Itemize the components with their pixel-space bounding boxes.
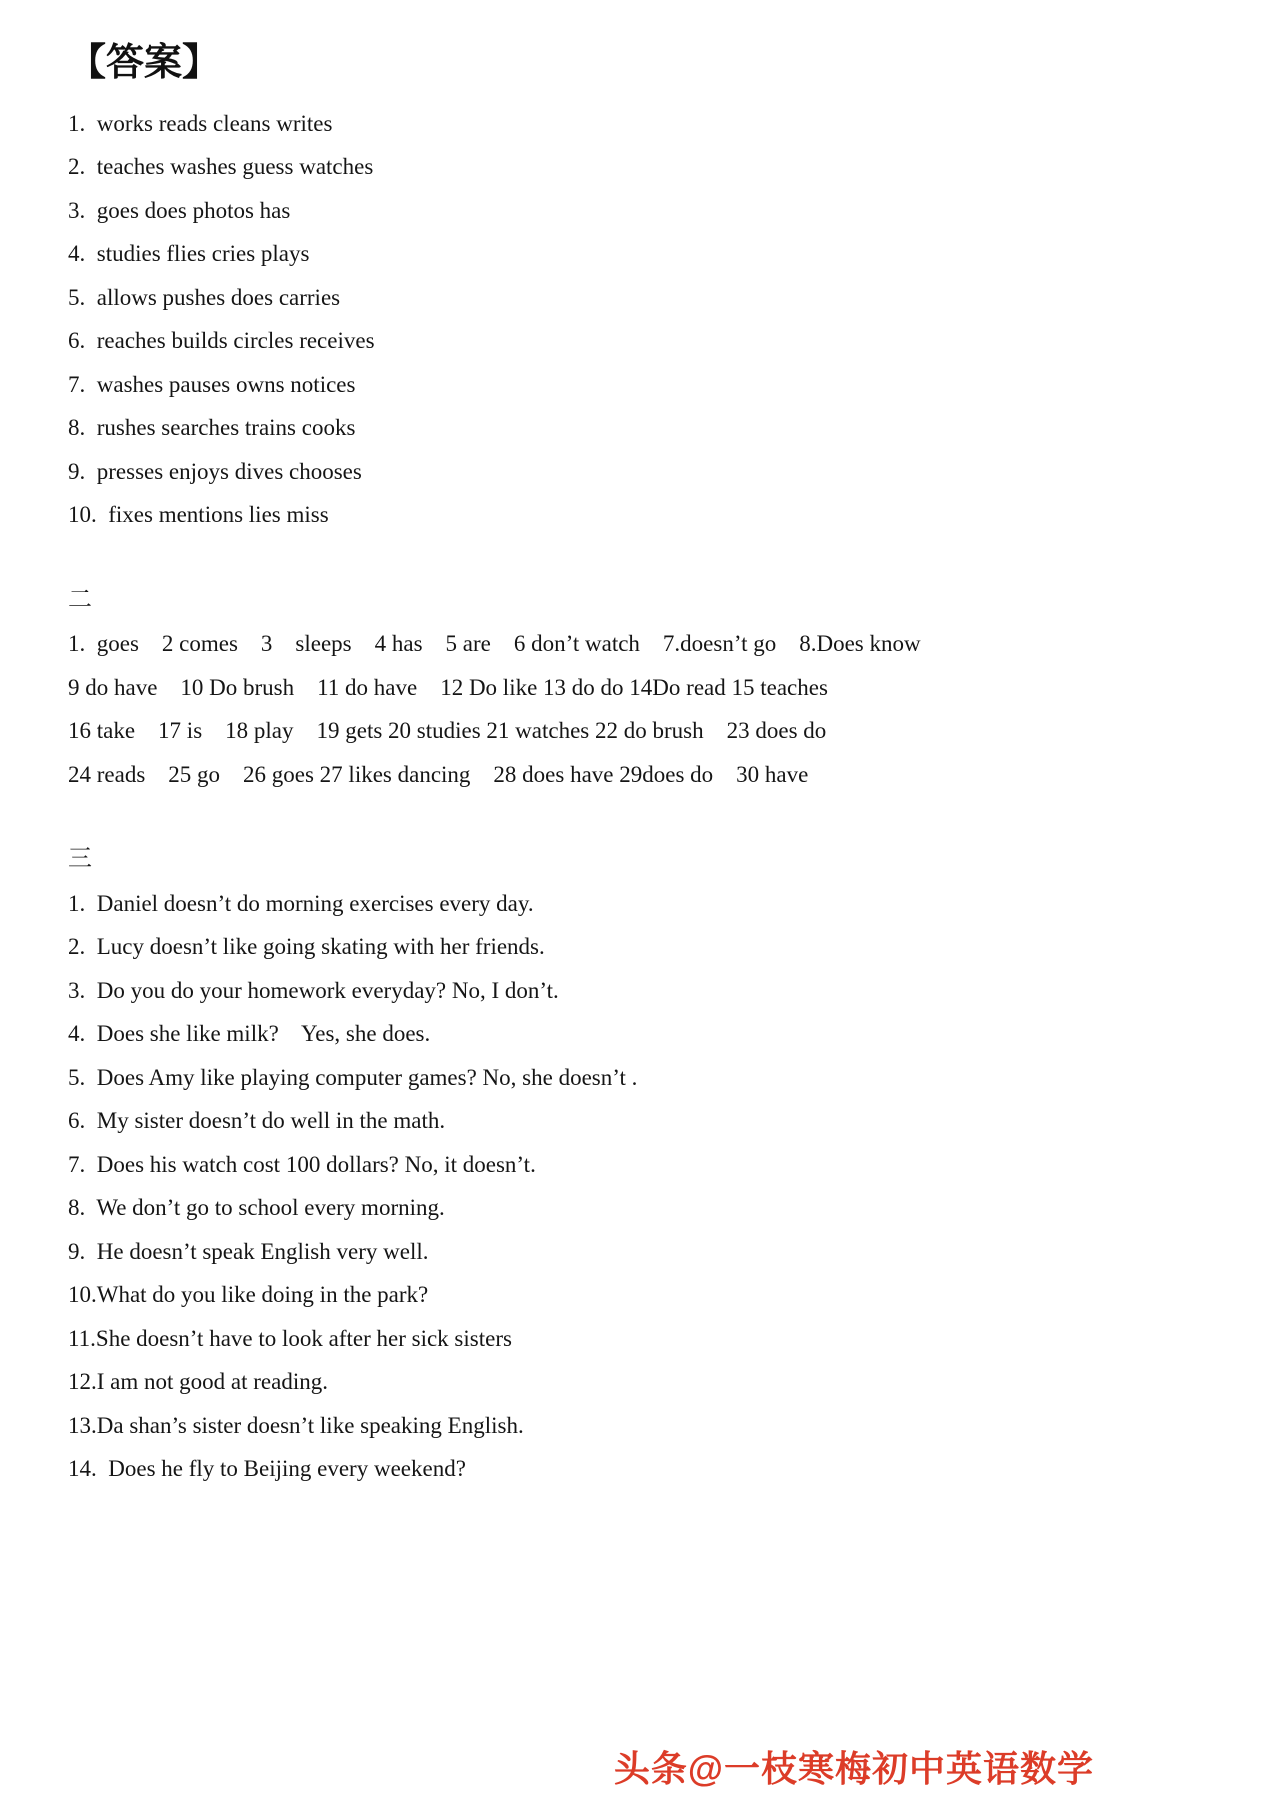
answer-item: 8. We don’t go to school every morning. [68, 1195, 445, 1221]
answer-item: 4. Does she like milk? Yes, she does. [68, 1021, 431, 1047]
answer-item: 13.Da shan’s sister doesn’t like speaking English. [68, 1412, 524, 1438]
answer-row: 1. goes 2 comes 3 sleeps 4 has 5 are 6 don’t watch 7.doesn’t go 8.Does know [68, 631, 921, 657]
answer-item: 10.What do you like doing in the park? [68, 1282, 429, 1308]
answer-item: 7. washes pauses owns notices [68, 371, 356, 397]
answer-item: 5. Does Amy like playing computer games? No, she doesn’t . [68, 1064, 638, 1090]
answer-row: 9 do have 10 Do brush 11 do have 12 Do like 13 do do 14Do read 15 teaches [68, 674, 828, 700]
section-one-list [68, 102, 1220, 537]
answer-item: 2. Lucy doesn’t like going skating with her friends. [68, 934, 545, 960]
answer-row: 16 take 17 is 18 play 19 gets 20 studies 21 watches 22 do brush 23 does do [68, 718, 827, 744]
answer-item: 3. Do you do your homework everyday? No, I don’t. [68, 977, 559, 1003]
answer-item: 12.I am not good at reading. [68, 1369, 328, 1395]
answer-item: 4. studies flies cries plays [68, 241, 310, 267]
answer-item: 9. He doesn’t speak English very well. [68, 1238, 429, 1264]
watermark-text: 头条@一枝寒梅初中英语数学 [613, 1748, 1094, 1789]
section-three-list [68, 882, 1220, 1491]
answer-item: 1. works reads cleans writes [68, 110, 333, 136]
answer-item: 14. Does he fly to Beijing every weekend? [68, 1456, 466, 1482]
section-three-heading: 三 [68, 846, 92, 873]
page-title: 【答案】 [68, 42, 221, 84]
answer-item: 6. reaches builds circles receives [68, 328, 375, 354]
answer-item: 1. Daniel doesn’t do morning exercises every day. [68, 890, 534, 916]
answer-item: 9. presses enjoys dives chooses [68, 458, 362, 484]
answer-item: 6. My sister doesn’t do well in the math. [68, 1108, 446, 1134]
answer-item: 10. fixes mentions lies miss [68, 502, 329, 528]
section-two-answers [68, 622, 1220, 796]
section-two-heading: 二 [68, 586, 92, 613]
answer-item: 8. rushes searches trains cooks [68, 415, 356, 441]
answer-item: 11.She doesn’t have to look after her sick sisters [68, 1325, 512, 1351]
answer-row: 24 reads 25 go 26 goes 27 likes dancing 28 does have 29does do 30 have [68, 761, 809, 787]
answer-item: 7. Does his watch cost 100 dollars? No, it doesn’t. [68, 1151, 536, 1177]
answer-item: 2. teaches washes guess watches [68, 154, 374, 180]
answer-item: 5. allows pushes does carries [68, 284, 341, 310]
answer-item: 3. goes does photos has [68, 197, 291, 223]
